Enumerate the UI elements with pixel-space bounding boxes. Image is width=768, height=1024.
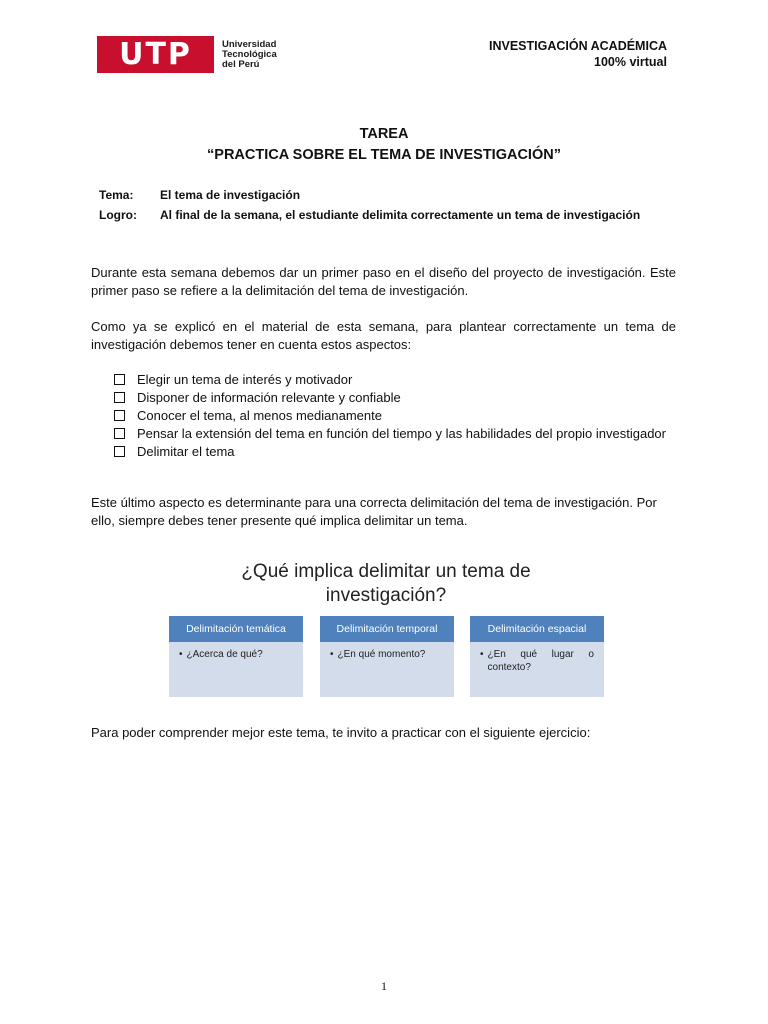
- course-name: INVESTIGACIÓN ACADÉMICA: [488, 39, 667, 53]
- checklist-text: Conocer el tema, al menos medianamente: [137, 408, 382, 423]
- logo-line-2: Tecnológica: [222, 48, 277, 60]
- assignment-meta: [99, 185, 640, 225]
- box-espacial-head: Delimitación espacial: [470, 616, 604, 642]
- logo-line-1: Universidad: [222, 38, 277, 50]
- logro-label: Logro:: [99, 208, 137, 222]
- meta-logro: [99, 205, 640, 225]
- doc-title: TAREA: [359, 126, 409, 142]
- tema-value: El tema de investigación: [160, 188, 301, 202]
- checkbox-icon: [114, 410, 125, 421]
- diagram-title-line-2: investigación?: [325, 585, 447, 606]
- box-temporal: [320, 616, 454, 697]
- box-temporal-text: ¿En qué momento?: [337, 649, 426, 660]
- checklist-text: Pensar la extensión del tema en función del tiempo y las habilidades del propio investigador: [137, 426, 666, 441]
- tema-label: Tema:: [99, 188, 134, 202]
- diagram-title-line-1: ¿Qué implica delimitar un tema de: [241, 561, 531, 582]
- box-espacial-text: ¿En qué lugar o contexto?: [487, 649, 594, 673]
- checklist-item: [114, 425, 676, 443]
- logro-value: Al final de la semana, el estudiante delimita correctamente un tema de investigación: [160, 208, 641, 222]
- box-tematica-text: ¿Acerca de qué?: [186, 649, 263, 660]
- checklist-text: Delimitar el tema: [137, 444, 235, 459]
- box-temporal-head: Delimitación temporal: [320, 616, 454, 642]
- page-number: 1: [381, 979, 387, 993]
- box-temporal-body: [320, 642, 454, 661]
- box-espacial: [470, 616, 604, 697]
- checklist-item: [114, 371, 676, 389]
- checklist-item: [114, 407, 676, 425]
- utp-logo-text: [222, 40, 277, 70]
- paragraph-intro: Durante esta semana debemos dar un primer paso en el diseño del proyecto de investigación. Este primer paso se refiere a la delimitación del tema de investigación.: [91, 265, 676, 298]
- bullet-icon: •: [480, 649, 484, 660]
- box-tematica: [169, 616, 303, 697]
- logo-line-3: del Perú: [222, 58, 260, 70]
- course-header: [489, 38, 667, 70]
- checklist-text: Elegir un tema de interés y motivador: [137, 372, 353, 387]
- aspects-checklist: [114, 371, 676, 461]
- checkbox-icon: [114, 374, 125, 385]
- paragraph-aspects: Como ya se explicó en el material de esta semana, para plantear correctamente un tema de investigación debemos tener en cuenta estos aspectos:: [91, 319, 676, 352]
- box-tematica-body: [169, 642, 303, 661]
- checklist-item: [114, 389, 676, 407]
- checkbox-icon: [114, 392, 125, 403]
- checklist-item: [114, 443, 676, 461]
- checkbox-icon: [114, 428, 125, 439]
- course-mode: 100% virtual: [594, 55, 667, 69]
- meta-tema: [99, 185, 640, 205]
- checkbox-icon: [114, 446, 125, 457]
- bullet-icon: •: [330, 649, 334, 660]
- checklist-text: Disponer de información relevante y confiable: [137, 390, 401, 405]
- box-tematica-head: Delimitación temática: [169, 616, 303, 642]
- diagram-title: [0, 560, 768, 608]
- utp-logo-mark: UTP: [97, 36, 214, 73]
- bullet-icon: •: [179, 649, 183, 660]
- paragraph-exercise: Para poder comprender mejor este tema, te invito a practicar con el siguiente ejercicio:: [91, 725, 591, 740]
- paragraph-determinant: Este último aspecto es determinante para una correcta delimitación del tema de investigación. Por ello, siempre debes tener presente qué implica delimitar un tema.: [91, 495, 657, 528]
- doc-subtitle: “PRACTICA SOBRE EL TEMA DE INVESTIGACIÓN”: [207, 147, 561, 163]
- utp-logo: [97, 36, 277, 73]
- box-espacial-body: [470, 642, 604, 674]
